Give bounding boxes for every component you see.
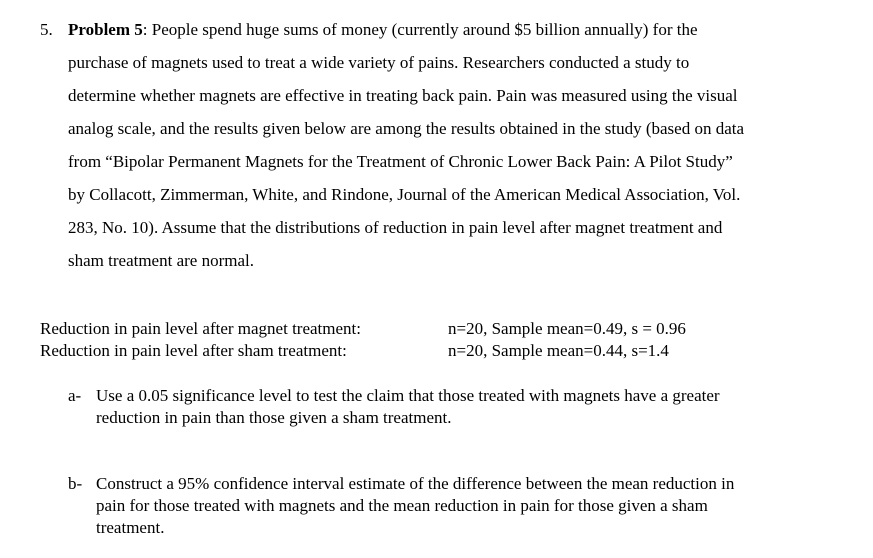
question-a-letter: a- [68,386,82,405]
question-a-line-2: reduction in pain than those given a sham treatment. [96,408,452,427]
data-label-sham: Reduction in pain level after sham treatment: [40,341,347,360]
data-label-magnet: Reduction in pain level after magnet treatment: [40,319,361,338]
data-value-sham: n=20, Sample mean=0.44, s=1.4 [448,341,669,360]
question-b-line-3: treatment. [96,518,165,537]
problem-line-7: 283, No. 10). Assume that the distributions of reduction in pain level after magnet treatment and [68,218,723,237]
data-value-magnet: n=20, Sample mean=0.49, s = 0.96 [448,319,686,338]
question-b-line-1: Construct a 95% confidence interval estimate of the difference between the mean reduction in [96,474,735,493]
problem-text: People spend huge sums of money (currently around $5 billion annually) for the [147,20,698,39]
problem-line-2: purchase of magnets used to treat a wide variety of pains. Researchers conducted a study to [68,53,690,72]
problem-line-6: by Collacott, Zimmerman, White, and Rindone, Journal of the American Medical Association, Vol. [68,185,741,204]
problem-number: 5. [40,20,53,39]
problem-line-8: sham treatment are normal. [68,251,254,270]
question-b-line-2: pain for those treated with magnets and the mean reduction in pain for those given a sham [96,496,708,515]
problem-line-1 [68,20,698,40]
problem-title: Problem 5 [68,20,143,39]
problem-title-colon: : [142,20,148,39]
question-a-line-1: Use a 0.05 significance level to test the claim that those treated with magnets have a greater [96,386,720,405]
problem-line-3: determine whether magnets are effective in treating back pain. Pain was measured using the visual [68,86,738,105]
problem-line-5: from “Bipolar Permanent Magnets for the Treatment of Chronic Lower Back Pain: A Pilot Study” [68,152,733,171]
question-b-letter: b- [68,474,83,493]
problem-line-4: analog scale, and the results given below are among the results obtained in the study (based on data [68,119,745,138]
